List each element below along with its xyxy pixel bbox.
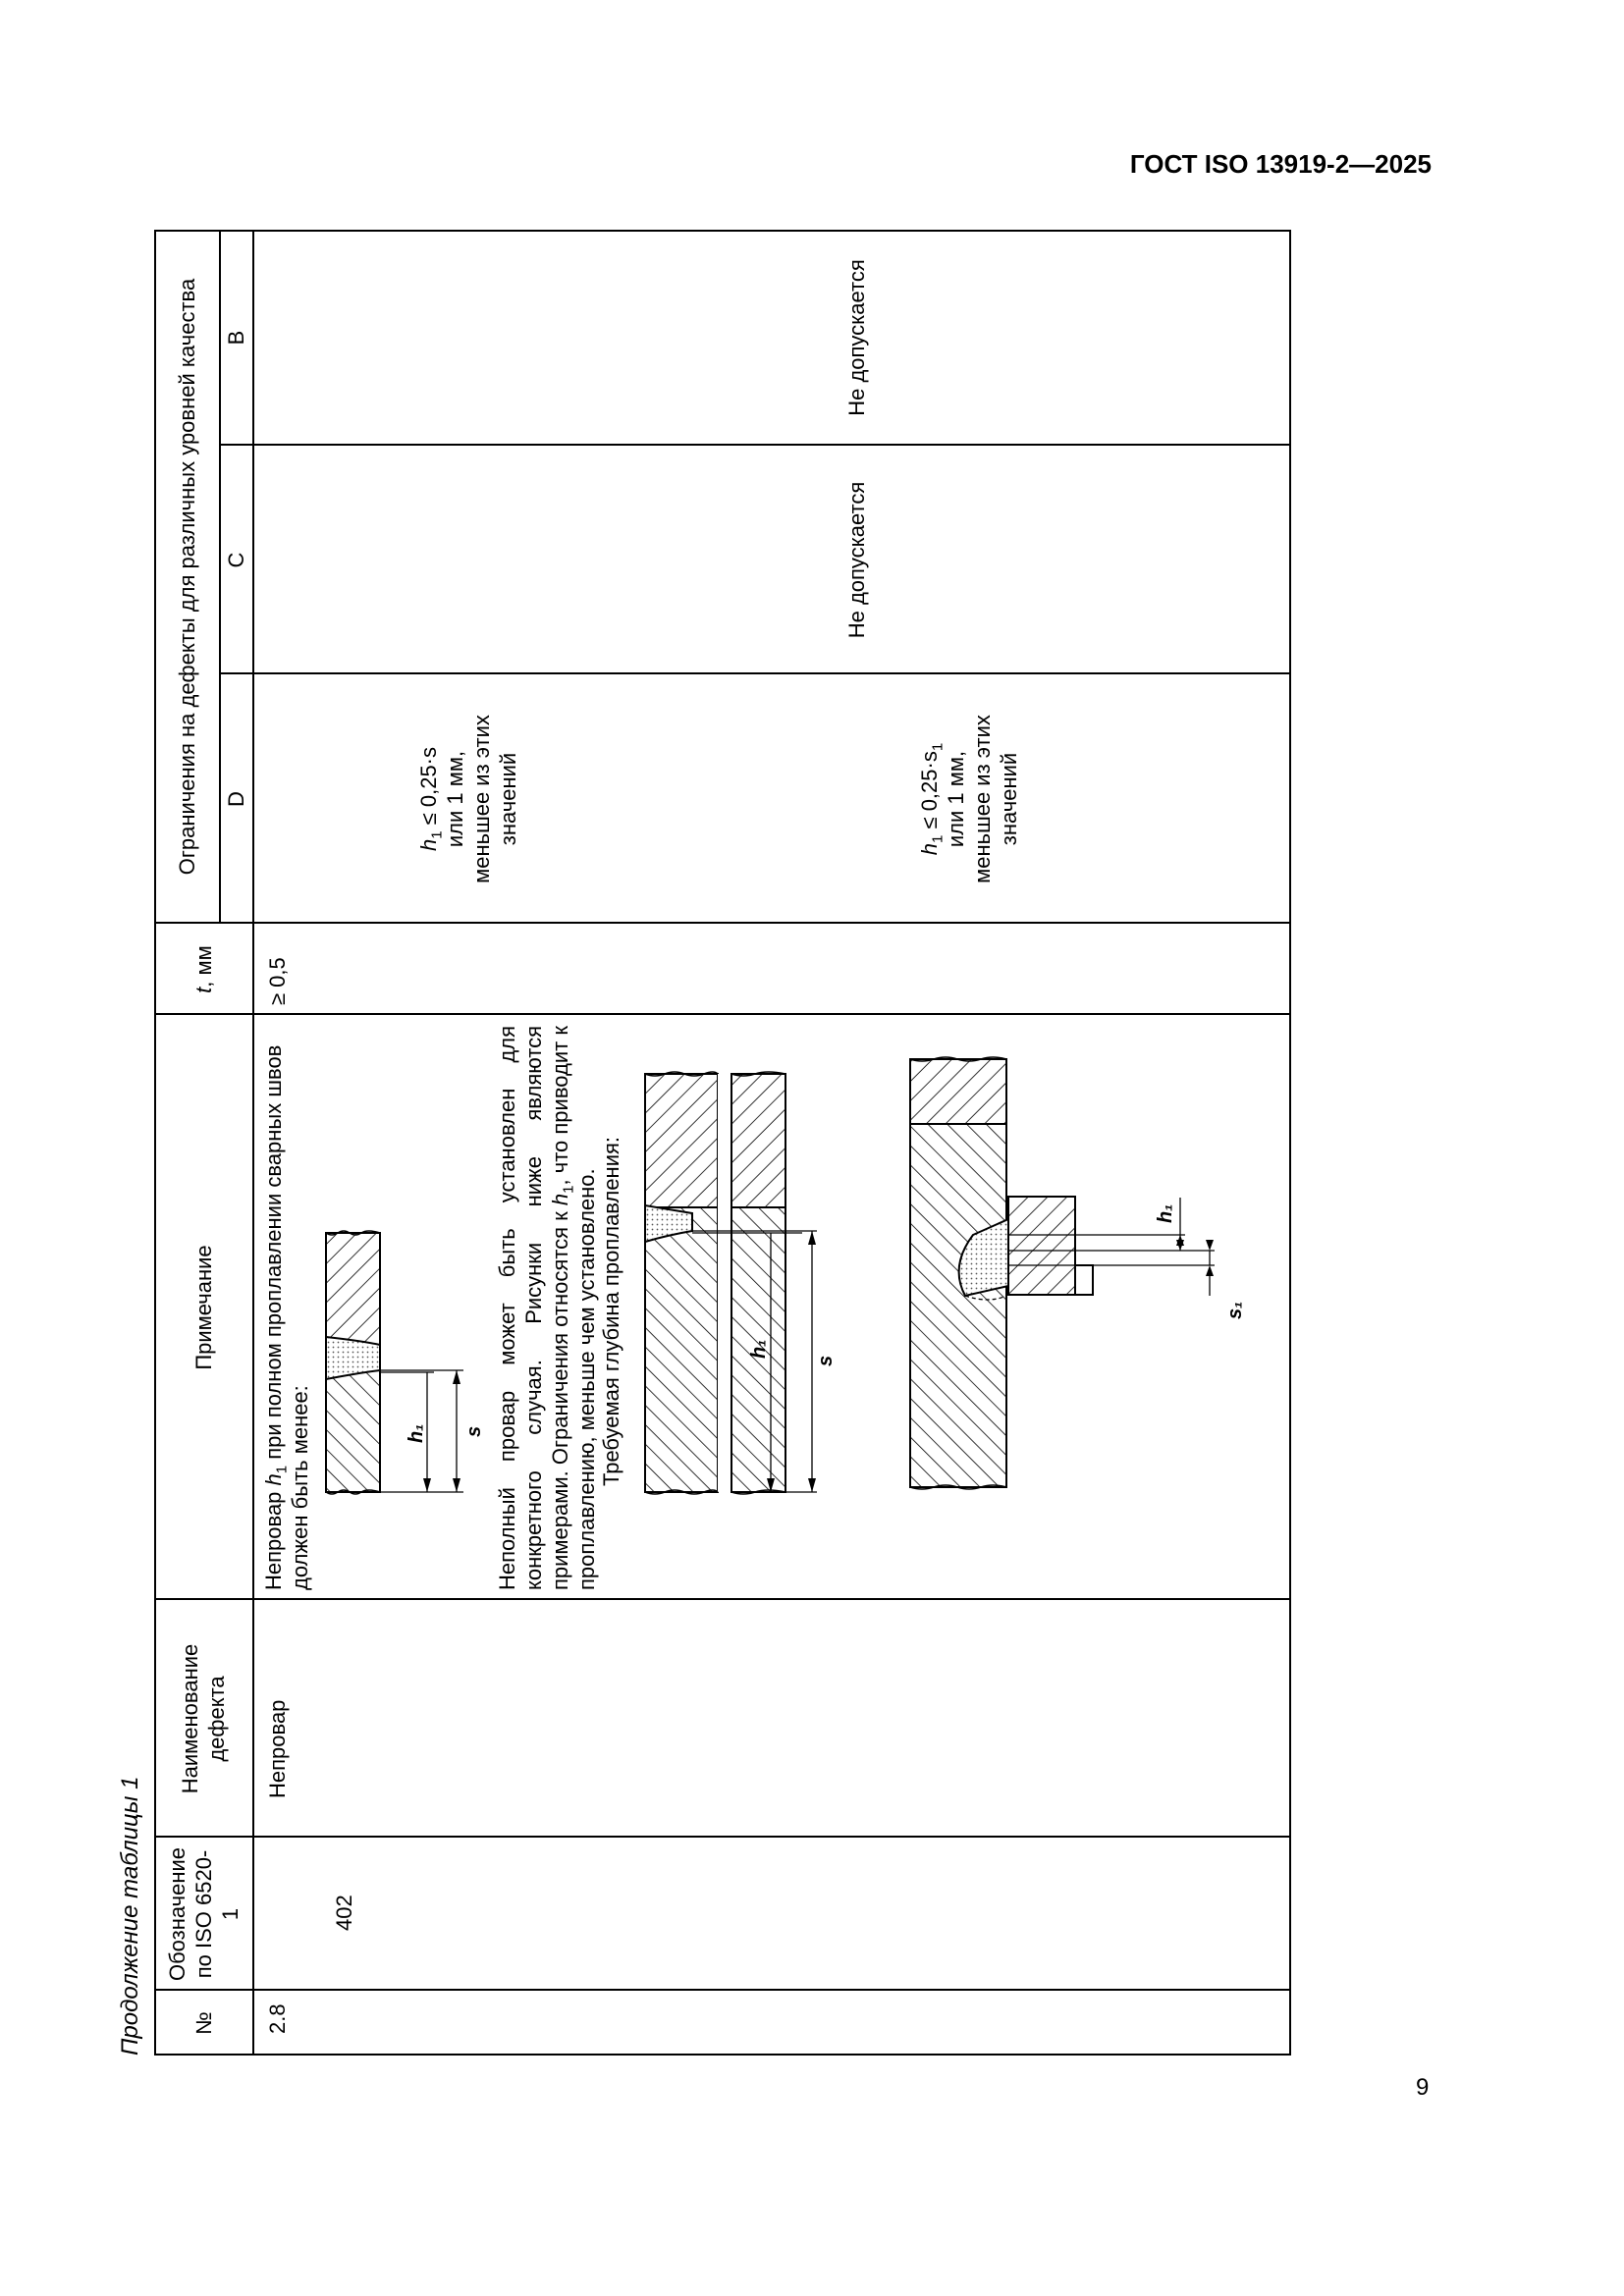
document-id: ГОСТ ISO 13919-2—2025	[1129, 149, 1432, 179]
header-thickness	[154, 924, 252, 1015]
label-s1: s₁	[1224, 1301, 1246, 1319]
label-s-partial: s	[815, 1355, 837, 1366]
row-defect-name: Непровар	[265, 1699, 290, 1798]
label-s: s	[463, 1425, 485, 1437]
limit-b: Не допускается	[843, 259, 869, 416]
col-divider	[219, 672, 1291, 674]
thickness-unit: , мм	[190, 945, 216, 988]
row-thickness: ≥ 0,5	[265, 957, 290, 1005]
row-designation: 402	[332, 1895, 356, 1931]
limit-d-butt: $h_1 \le 0,25\cdot s$ или 1 мм, меньшее из этих значений	[416, 715, 520, 883]
remark-full-penetration: Непровар $h_1$ при полном проплавлении сварных швов должен быть менее:	[261, 1044, 312, 1590]
header-designation: Обозначение по ISO 6520-1	[164, 1846, 243, 1982]
header-no: №	[190, 2011, 216, 2035]
table-continuation-caption: Продолжение таблицы 1	[117, 1776, 143, 2056]
thickness-symbol: t	[190, 987, 216, 993]
header-level-d: D	[223, 791, 248, 807]
col-divider	[154, 1598, 1291, 1600]
row-number: 2.8	[265, 2003, 290, 2034]
header-remarks: Примечание	[190, 1245, 216, 1370]
limit-d-partial: $h_1 \le 0,25\cdot s_1$ или 1 мм, меньшее из этих значений	[917, 715, 1021, 883]
col-divider	[154, 1989, 1291, 1991]
partial-penetration-figures	[635, 1021, 1278, 1590]
header-body-divider	[252, 230, 254, 2056]
defects-table	[154, 230, 1291, 2056]
page-number: 9	[1416, 2074, 1430, 2101]
remark-partial-penetration: Неполный провар может быть установлен для конкретного случая. Рисунки ниже являются примерами. Ограничения относятся к $h_1$, что приводит к проплавлению, меньше чем установлено.	[495, 1026, 599, 1590]
label-h1-partial: h₁	[748, 1339, 770, 1359]
remark-required-depth: Требуемая глубина проплавления:	[599, 1136, 623, 1486]
header-level-c: C	[223, 552, 248, 568]
header-defect-name: Наименование дефекта	[178, 1643, 229, 1794]
butt-weld-figure	[311, 1041, 488, 1590]
col-divider	[154, 1836, 1291, 1838]
col-divider	[219, 444, 1291, 446]
col-divider	[154, 1013, 1291, 1015]
limit-c: Не допускается	[843, 481, 869, 639]
label-h1: h₁	[406, 1423, 427, 1443]
col-divider	[154, 922, 1291, 924]
label-h1-tjoint: h₁	[1155, 1203, 1176, 1223]
header-level-b: B	[223, 330, 248, 346]
header-limits-group: Ограничения на дефекты для различных уровней качества	[174, 278, 199, 876]
